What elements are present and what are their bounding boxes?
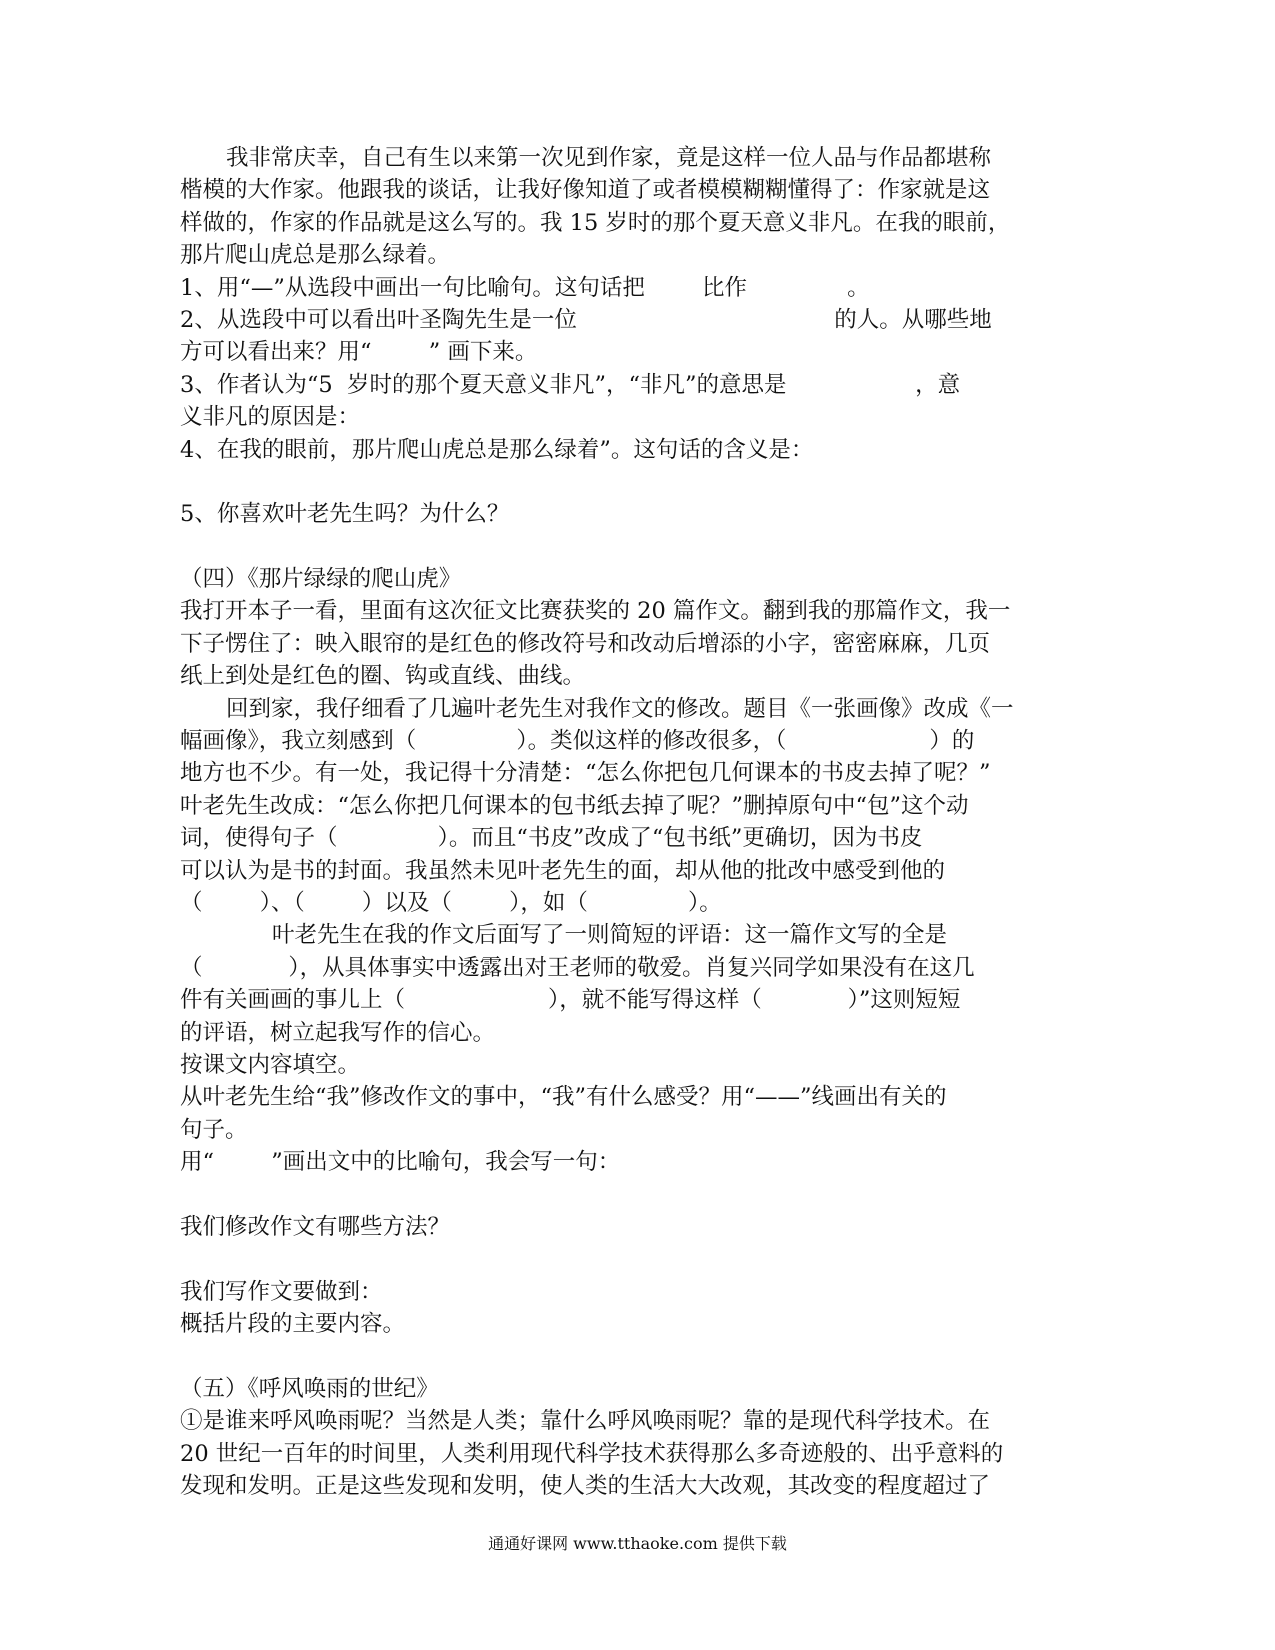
paragraph-line: 回到家，我仔细看了几遍叶老先生对我作文的修改。题目《一张画像》改成《一 xyxy=(226,695,1014,722)
paragraph-line: 地方也不少。有一处，我记得十分清楚：“怎么你把包几何课本的书皮去掉了呢？” xyxy=(180,760,991,787)
question-line: 4、在我的眼前，那片爬山虎总是那么绿着”。这句话的含义是： xyxy=(180,436,814,463)
question-line: 我们修改作文有哪些方法？ xyxy=(180,1213,451,1240)
paragraph-line: 的评语，树立起我写作的信心。 xyxy=(180,1019,496,1046)
question-line: 用“ ”画出文中的比喻句，我会写一句： xyxy=(180,1149,621,1176)
paragraph-line: （ ），从具体事实中透露出对王老师的敬爱。肖复兴同学如果没有在这几 xyxy=(180,954,975,981)
excerpt-line: 楷模的大作家。他跟我的谈话，让我好像知道了或者模模糊糊懂得了：作家就是这 xyxy=(180,177,991,204)
paragraph-line: 纸上到处是红色的圈、钩或直线、曲线。 xyxy=(180,663,586,690)
paragraph-line: ①是谁来呼风唤雨呢？当然是人类；靠什么呼风唤雨呢？靠的是现代科学技术。在 xyxy=(180,1408,991,1435)
paragraph-line: 20 世纪一百年的时间里，人类利用现代科学技术获得那么多奇迹般的、出乎意料的 xyxy=(180,1440,1004,1467)
paragraph-line: 叶老先生改成：“怎么你把几何课本的包书纸去掉了呢？”删掉原句中“包”这个动 xyxy=(180,792,969,819)
paragraph-line: 我打开本子一看，里面有这次征文比赛获奖的 20 篇作文。翻到我的那篇作文，我一 xyxy=(180,598,1011,625)
question-line: 按课文内容填空。 xyxy=(180,1051,361,1078)
question-line: 2、从选段中可以看出叶圣陶先生是一位 的人。从哪些地 xyxy=(180,306,992,333)
excerpt-line: 样做的，作家的作品就是这么写的。我 15 岁时的那个夏天意义非凡。在我的眼前， xyxy=(180,209,1011,236)
paragraph-line: 件有关画画的事儿上（ ），就不能写得这样（ ）”这则短短 xyxy=(180,987,961,1014)
section-title: （五）《呼风唤雨的世纪》 xyxy=(180,1375,439,1402)
question-line: 概括片段的主要内容。 xyxy=(180,1311,406,1338)
paragraph-line: 词，使得句子（ ）。而且“书皮”改成了“包书纸”更确切，因为书皮 xyxy=(180,825,923,852)
question-line: 我们写作文要做到： xyxy=(180,1278,383,1305)
question-line: 5、你喜欢叶老先生吗？为什么？ xyxy=(180,501,510,528)
paragraph-line: 发现和发明。正是这些发现和发明，使人类的生活大大改观，其改变的程度超过了 xyxy=(180,1473,991,1500)
document-body xyxy=(180,142,1080,1502)
question-line: 方可以看出来？用“ ” 画下来。 xyxy=(180,339,538,366)
paragraph-line: （ ）、（ ）以及（ ），如（ ）。 xyxy=(180,889,722,916)
page-footer: 通通好课网 www.tthaoke.com 提供下载 xyxy=(488,1534,787,1553)
question-line: 1、用“—”从选段中画出一句比喻句。这句话把 比作 。 xyxy=(180,274,870,301)
excerpt-line: 我非常庆幸，自己有生以来第一次见到作家，竟是这样一位人品与作品都堪称 xyxy=(226,145,992,171)
question-line: 义非凡的原因是： xyxy=(180,404,361,431)
paragraph-line: 可以认为是书的封面。我虽然未见叶老先生的面，却从他的批改中感受到他的 xyxy=(180,857,946,884)
excerpt-line: 那片爬山虎总是那么绿着。 xyxy=(180,242,451,269)
question-line: 句子。 xyxy=(180,1116,248,1143)
question-line: 从叶老先生给“我”修改作文的事中，“我”有什么感受？用“——”线画出有关的 xyxy=(180,1084,947,1111)
paragraph-line: 叶老先生在我的作文后面写了一则简短的评语：这一篇作文写的全是 xyxy=(272,922,948,949)
question-line: 3、作者认为“5 岁时的那个夏天意义非凡”，“非凡”的意思是 ，意 xyxy=(180,371,961,398)
paragraph-line: 幅画像》，我立刻感到（ ）。类似这样的修改很多，（ ）的 xyxy=(180,728,975,755)
paragraph-line: 下子愣住了：映入眼帘的是红色的修改符号和改动后增添的小字，密密麻麻，几页 xyxy=(180,630,991,657)
section-title: （四）《那片绿绿的爬山虎》 xyxy=(180,566,462,593)
